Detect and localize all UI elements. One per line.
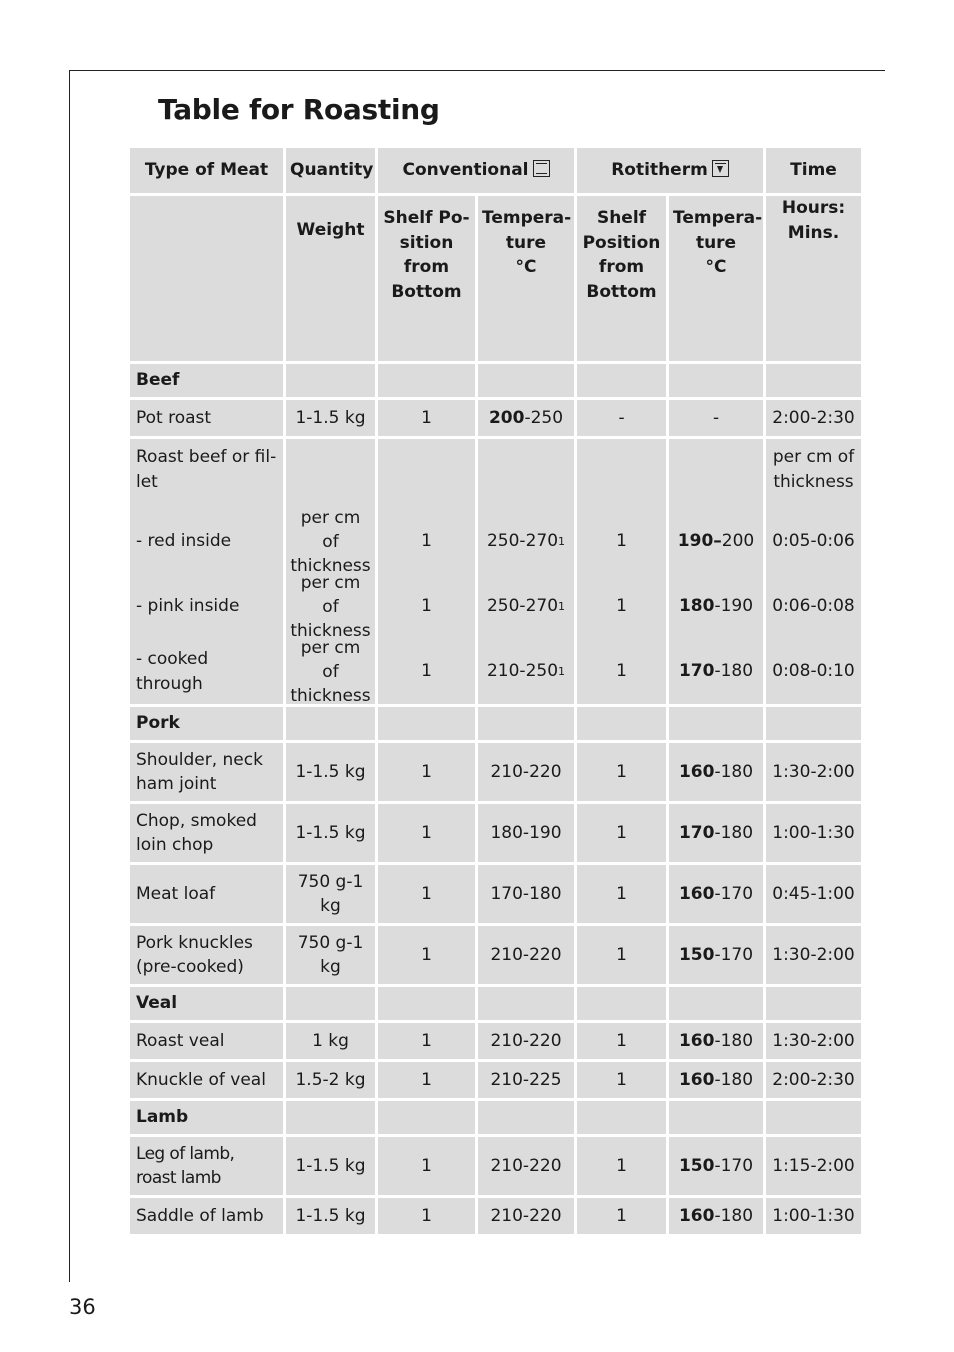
category-label: Veal [130,987,283,1020]
time-cell: 2:00-2:30 [766,1062,861,1098]
meat-name: Shoulder, neck ham joint [130,743,283,801]
table-row [130,1023,861,1059]
subheader-roti-shelf: Shelf Position from Bottom [577,196,666,361]
meat-name: Pork knuckles (pre-cooked) [130,926,283,984]
roasting-table [127,145,864,1237]
meat-name: Chop, smoked loin chop [130,804,283,862]
table-row [130,400,861,436]
header-row [130,148,861,193]
roti-temp-cell: 160-180 [669,1023,763,1059]
conv-temp-cell: 170-180 [478,865,574,923]
conv-temp-cell: 210-220 [478,926,574,984]
roti-temp-cell: 160-180 [669,743,763,801]
table-row [130,1198,861,1234]
quantity-cell: 1 kg [286,1023,375,1059]
conv-temp-cell: 210-220 [478,1023,574,1059]
roti-shelf-cell: 1 [577,1062,666,1098]
conv-shelf-cell: 1 [378,1023,475,1059]
conv-shelf-cell: 1 [378,1198,475,1234]
quantity-cell: 1.5-2 kg [286,1062,375,1098]
conv-shelf-cell: 1 [378,400,475,436]
subheader-roti-temp: Tempera- ture °C [669,196,763,361]
conv-temp-cell: 200-250 [478,400,574,436]
category-label: Lamb [130,1101,283,1134]
conv-temp-cell: 210-220 [478,1137,574,1195]
roti-shelf-cell: - [577,400,666,436]
time-cell: 1:15-2:00 [766,1137,861,1195]
rotitherm-icon [712,160,729,177]
quantity-cell: 1-1.5 kg [286,1198,375,1234]
conventional-oven-icon [533,160,550,177]
category-label: Pork [130,707,283,740]
page-title: Table for Roasting [158,93,440,126]
conv-temp-cell: 210-220 [478,743,574,801]
conv-temp-cell: 210-220 [478,1198,574,1234]
time-cell: 1:00-1:30 [766,1198,861,1234]
table-row [130,804,861,862]
meat-name: Roast beef or fil- let - red inside - pink inside - cooked through [130,439,283,704]
roti-shelf-cell: 1 [577,743,666,801]
subheader-hours-mins: Hours: Mins. [766,196,861,361]
roti-shelf-cell: 1 1 1 [577,439,666,704]
subheader-conv-temp: Tempera- ture °C [478,196,574,361]
quantity-cell: 1-1.5 kg [286,400,375,436]
roti-shelf-cell: 1 [577,1023,666,1059]
time-cell: 0:45-1:00 [766,865,861,923]
roti-temp-cell: 150-170 [669,1137,763,1195]
conv-shelf-cell: 1 [378,804,475,862]
conv-temp-cell: 250-270 1 250-270 1 210-250 1 [478,439,574,704]
table-row [130,743,861,801]
quantity-cell: 750 g-1 kg [286,865,375,923]
header-time: Time [766,148,861,193]
time-cell: 1:30-2:00 [766,1023,861,1059]
meat-name: Saddle of lamb [130,1198,283,1234]
meat-name: Leg of lamb, roast lamb [130,1137,283,1195]
category-label: Beef [130,364,283,397]
conv-shelf-cell: 1 [378,1062,475,1098]
category-row-beef [130,364,861,397]
conv-temp-cell: 180-190 [478,804,574,862]
roti-temp-cell: 160-170 [669,865,763,923]
header-quantity: Quantity [286,148,375,193]
subheader-conv-shelf: Shelf Po- sition from Bottom [378,196,475,361]
page-number: 36 [69,1295,96,1319]
quantity-cell: 1-1.5 kg [286,804,375,862]
table-row [130,926,861,984]
roti-temp-cell: 160-180 [669,1198,763,1234]
conv-shelf-cell: 1 1 1 [378,439,475,704]
meat-name: Roast veal [130,1023,283,1059]
top-rule [69,70,885,71]
table-row [130,865,861,923]
roti-shelf-cell: 1 [577,865,666,923]
meat-name: Pot roast [130,400,283,436]
conv-temp-cell: 210-225 [478,1062,574,1098]
quantity-cell: per cm of thickness per cm of thickness per cm of thickness [286,439,375,704]
header-conventional: Conventional [378,148,574,193]
time-cell: 1:00-1:30 [766,804,861,862]
subheader-empty [130,196,283,361]
roti-temp-cell: 190– 200 180 -190 170 -180 [669,439,763,704]
time-cell: 1:30-2:00 [766,926,861,984]
meat-name: Knuckle of veal [130,1062,283,1098]
subheader-weight: Weight [286,196,375,361]
quantity-cell: 1-1.5 kg [286,743,375,801]
meat-name: Meat loaf [130,865,283,923]
conv-shelf-cell: 1 [378,1137,475,1195]
table-row [130,439,861,704]
roti-shelf-cell: 1 [577,926,666,984]
conv-shelf-cell: 1 [378,865,475,923]
left-rule [69,70,70,1282]
time-cell: per cm of thickness 0:05-0:06 0:06-0:08 0:08-0:10 [766,439,861,704]
roti-shelf-cell: 1 [577,804,666,862]
category-row-lamb [130,1101,861,1134]
roti-temp-cell: - [669,400,763,436]
quantity-cell: 750 g-1 kg [286,926,375,984]
roti-temp-cell: 160-180 [669,1062,763,1098]
roti-temp-cell: 170-180 [669,804,763,862]
roti-shelf-cell: 1 [577,1137,666,1195]
roti-temp-cell: 150-170 [669,926,763,984]
header-rotitherm: Rotitherm [577,148,763,193]
table-row [130,1062,861,1098]
quantity-cell: 1-1.5 kg [286,1137,375,1195]
roti-shelf-cell: 1 [577,1198,666,1234]
conv-shelf-cell: 1 [378,926,475,984]
header-type-of-meat: Type of Meat [130,148,283,193]
category-row-veal [130,987,861,1020]
conv-shelf-cell: 1 [378,743,475,801]
time-cell: 1:30-2:00 [766,743,861,801]
category-row-pork [130,707,861,740]
table-row [130,1137,861,1195]
time-cell: 2:00-2:30 [766,400,861,436]
subheader-row [130,196,861,361]
